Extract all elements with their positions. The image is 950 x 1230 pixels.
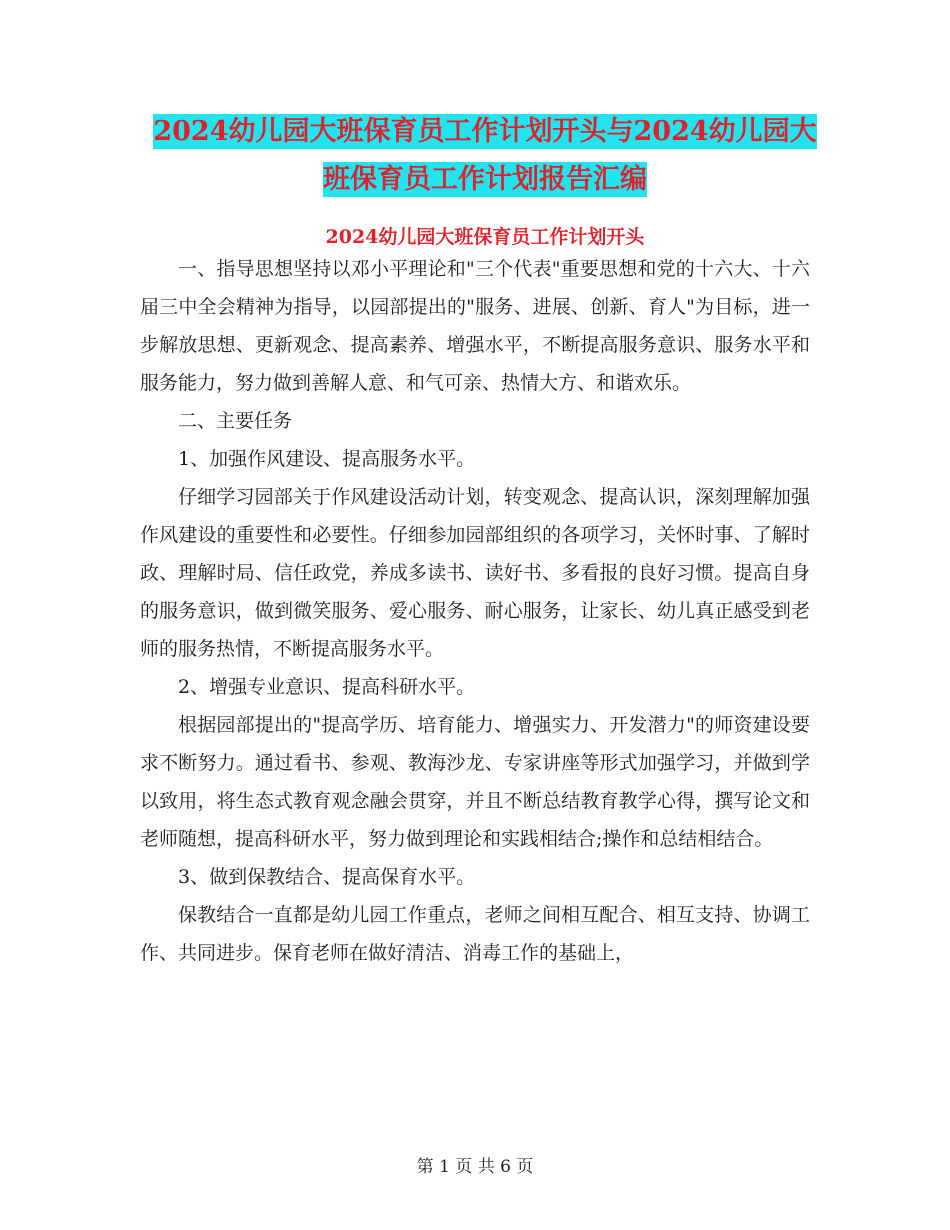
- paragraph: 二、主要任务: [178, 410, 293, 432]
- paragraph: 一、指导思想坚持以邓小平理论和"三个代表"重要思想和党的十六大、十六届三中全会精神为指导，以园部提出的"服务、进展、创新、育人"为目标，进一步解放思想、更新观念、提高素养、增强水平，不断提高服务意识、服务水平和服务能力，努力做到善解人意、和气可亲、热情大方、和谐欢乐。: [140, 258, 810, 394]
- paragraph: 3、做到保教结合、提高保育水平。: [178, 866, 476, 888]
- page-footer: 第 1 页 共 6 页: [416, 1157, 534, 1177]
- paragraph: 根据园部提出的"提高学历、培育能力、增强实力、开发潜力"的师资建设要求不断努力。通过看书、参观、教海沙龙、专家讲座等形式加强学习，并做到学以致用，将生态式教育观念融会贯穿，并且不断总结教育教学心得，撰写论文和老师随想，提高科研水平，努力做到理论和实践相结合;操作和总结相结合。: [140, 714, 810, 850]
- document-title: [140, 108, 830, 204]
- paragraph: 2、增强专业意识、提高科研水平。: [178, 676, 476, 698]
- document-title-line1: 2024幼儿园大班保育员工作计划开头与2024幼儿园大: [153, 116, 817, 147]
- paragraph: 保教结合一直都是幼儿园工作重点，老师之间相互配合、相互支持、协调工作、共同进步。保育老师在做好清洁、消毒工作的基础上，: [140, 904, 810, 964]
- paragraph: 仔细学习园部关于作风建设活动计划，转变观念、提高认识，深刻理解加强作风建设的重要性和必要性。仔细参加园部组织的各项学习，关怀时事、了解时政、理解时局、信任政党，养成多读书、读好书、多看报的良好习惯。提高自身的服务意识，做到微笑服务、爱心服务、耐心服务，让家长、幼儿真正感受到老师的服务热情，不断提高服务水平。: [140, 486, 810, 660]
- paragraph: 1、加强作风建设、提高服务水平。: [178, 448, 476, 470]
- section-title: 2024幼儿园大班保育员工作计划开头: [325, 226, 645, 248]
- document-title-line2: 班保育员工作计划报告汇编: [323, 164, 647, 195]
- document-body: [140, 250, 810, 972]
